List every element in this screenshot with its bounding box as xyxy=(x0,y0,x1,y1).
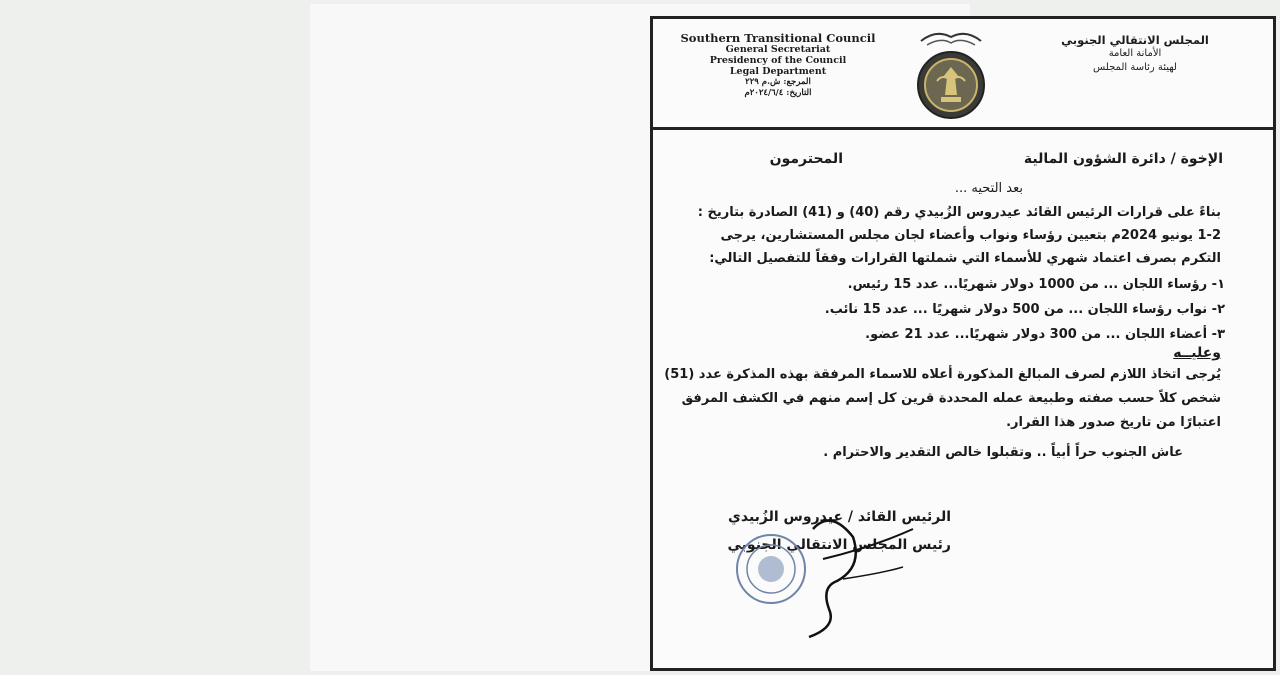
department-en: Legal Department xyxy=(729,66,827,77)
paragraph-1-line-2: 1-2 يونيو 2024م بتعيين رؤساء ونواب وأعضاء لجان مجلس المستشارين، يرجى xyxy=(720,228,1221,243)
reference-number: المرجع: ش.م ٢٢٩ xyxy=(745,77,811,87)
signatory-name: الرئيس القائد / عيدروس الزُبيدي xyxy=(728,509,951,525)
paragraph-1-line-3: التكرم بصرف اعتماد شهري للأسماء التي شملتها القرارات وفقاً للتفصيل التالي: xyxy=(709,251,1221,266)
paragraph-2-line-1: يُرجى اتخاذ اللازم لصرف المبالغ المذكورة أعلاه للاسماء المرفقة بهذه المذكرة عدد (51) xyxy=(664,367,1221,382)
document-photo xyxy=(310,4,1225,671)
list-item-2: ٢- نواب رؤساء اللجان ... من 500 دولار شهريًا ... عدد 15 نائب. xyxy=(824,302,1225,317)
english-letterhead xyxy=(673,33,883,99)
council-name-en: Southern Transitional Council xyxy=(680,31,876,45)
secretariat-en: General Secretariat xyxy=(725,44,831,55)
greeting: بعد التحيه ... xyxy=(954,181,1023,196)
therefore-heading: وعليــه xyxy=(1173,345,1221,361)
council-emblem-icon xyxy=(901,25,1001,121)
honorific: المحترمون xyxy=(769,151,843,167)
paragraph-2-line-2: شخص كلاً حسب صفته وطبيعة عمله المحددة قرين كل إسم منهم في الكشف المرفق xyxy=(681,391,1221,406)
signatory-title: رئيس المجلس الانتقالي الجنوبي xyxy=(727,537,951,553)
paragraph-1-line-1: بناءً على قرارات الرئيس القائد عيدروس الزُبيدي رقم (40) و (41) الصادرة بتاريخ : xyxy=(697,205,1221,220)
letter-date: التاريخ: ٢٠٢٤/٦/٤م xyxy=(744,88,812,98)
list-item-3: ٣- أعضاء اللجان ... من 300 دولار شهريًا... عدد 21 عضو. xyxy=(865,327,1225,342)
addressee: الإخوة / دائرة الشؤون المالية xyxy=(1023,151,1223,167)
closing-line: عاش الجنوب حراً أبياً .. وتقبلوا خالص التقدير والاحترام . xyxy=(823,445,1183,460)
stamp-and-signature-icon xyxy=(713,489,953,639)
letter-sheet xyxy=(650,16,1276,671)
council-name-ar: المجلس الانتقالي الجنوبي xyxy=(1061,33,1209,47)
letterhead xyxy=(653,19,1273,130)
secretariat-ar: الأمانة العامة xyxy=(1108,48,1162,59)
presidency-en: Presidency of the Council xyxy=(709,55,847,66)
list-item-1: ١- رؤساء اللجان ... من 1000 دولار شهريًا... عدد 15 رئيس. xyxy=(847,277,1225,292)
paragraph-2-line-3: اعتبارًا من تاريخ صدور هذا القرار. xyxy=(1006,415,1221,430)
arabic-letterhead xyxy=(1035,33,1235,75)
presidency-ar: لهيئة رئاسة المجلس xyxy=(1093,62,1177,73)
